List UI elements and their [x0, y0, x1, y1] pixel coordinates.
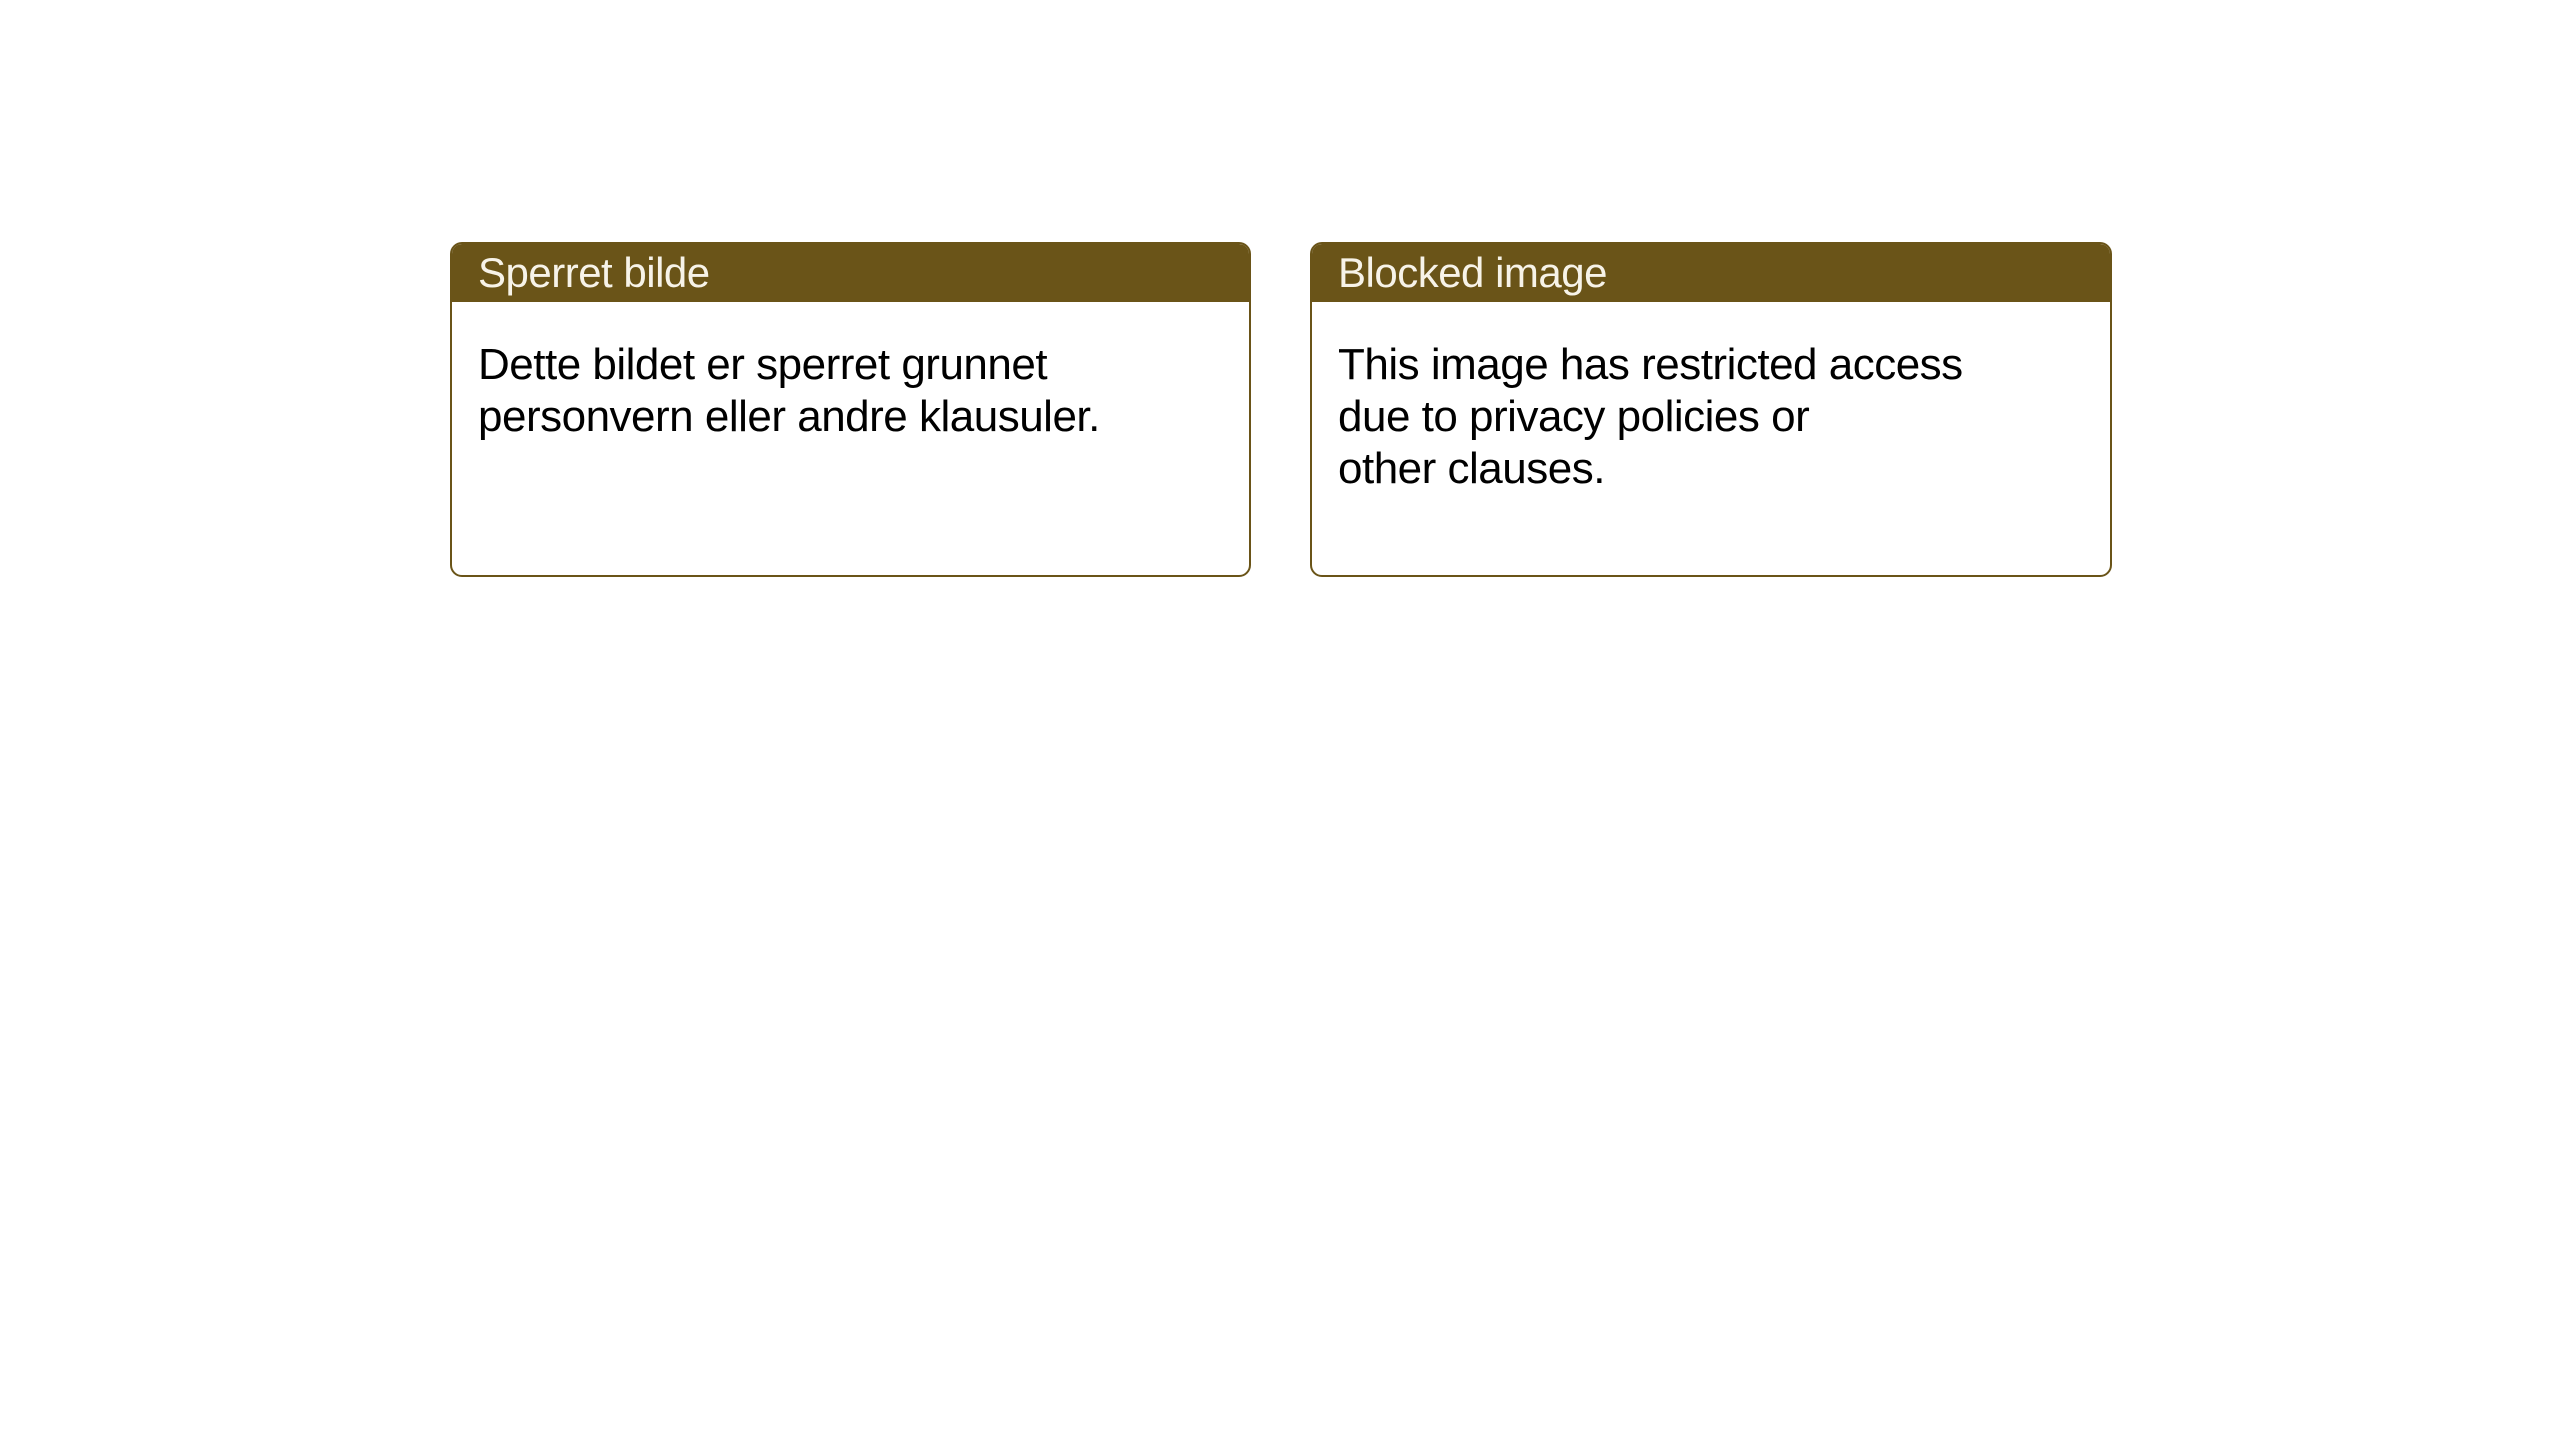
- notice-card-title: Blocked image: [1338, 249, 1607, 296]
- blocked-image-notice-card-norwegian: [450, 242, 1251, 577]
- blocked-image-notice-card-english: [1310, 242, 2112, 577]
- notice-card-message: [1312, 302, 2110, 495]
- notice-card-header: [1312, 244, 2110, 302]
- notice-card-message: [452, 302, 1249, 443]
- notice-message-line: Dette bildet er sperret grunnet: [478, 340, 1048, 389]
- notice-card-header: [452, 244, 1249, 302]
- notice-message-line: due to privacy policies or: [1338, 392, 1810, 441]
- notice-message-line: This image has restricted access: [1338, 340, 1963, 389]
- notice-message-line: other clauses.: [1338, 444, 1605, 493]
- notice-card-title: Sperret bilde: [478, 249, 710, 296]
- notice-message-line: personvern eller andre klausuler.: [478, 392, 1100, 441]
